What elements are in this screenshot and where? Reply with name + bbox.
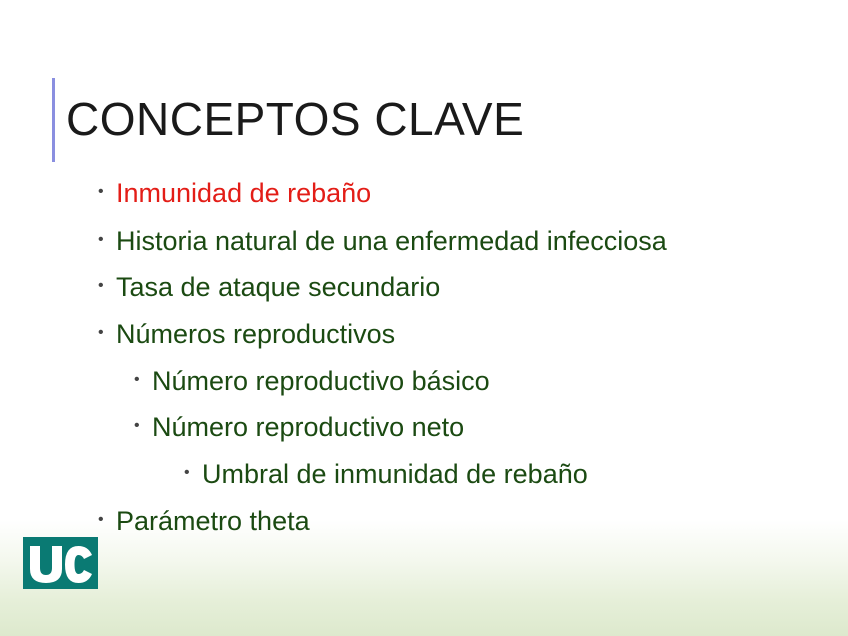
bullet-text: Historia natural de una enfermedad infecciosa	[116, 226, 667, 256]
bullet-icon: •	[134, 370, 140, 388]
bullet-text: Umbral de inmunidad de rebaño	[202, 459, 588, 489]
bullet-text: Tasa de ataque secundario	[116, 272, 441, 302]
bullet-text: Número reproductivo neto	[152, 412, 465, 442]
bullet-icon: •	[98, 323, 104, 341]
bullet-item-sub	[134, 411, 464, 445]
bullet-icon: •	[98, 230, 104, 248]
bullet-text: Número reproductivo básico	[152, 366, 490, 396]
uc-logo	[23, 537, 98, 589]
bullet-item-subsub	[184, 458, 588, 492]
title-accent-bar	[52, 78, 55, 162]
bullet-item	[98, 505, 310, 539]
bullet-item	[98, 225, 667, 259]
bullet-item	[98, 318, 395, 352]
slide-title: CONCEPTOS CLAVE	[66, 93, 525, 145]
bullet-item	[98, 177, 371, 211]
bullet-text: Inmunidad de rebaño	[116, 178, 372, 208]
bullet-icon: •	[98, 276, 104, 294]
bullet-item-sub	[134, 365, 490, 399]
bullet-text: Parámetro theta	[116, 506, 310, 536]
bullet-icon: •	[98, 510, 104, 528]
bullet-icon: •	[134, 416, 140, 434]
bullet-icon: •	[184, 463, 190, 481]
bullet-text: Números reproductivos	[116, 319, 396, 349]
bullet-item	[98, 271, 440, 305]
bullet-icon: •	[98, 182, 104, 200]
uc-logo-mark	[27, 541, 95, 585]
